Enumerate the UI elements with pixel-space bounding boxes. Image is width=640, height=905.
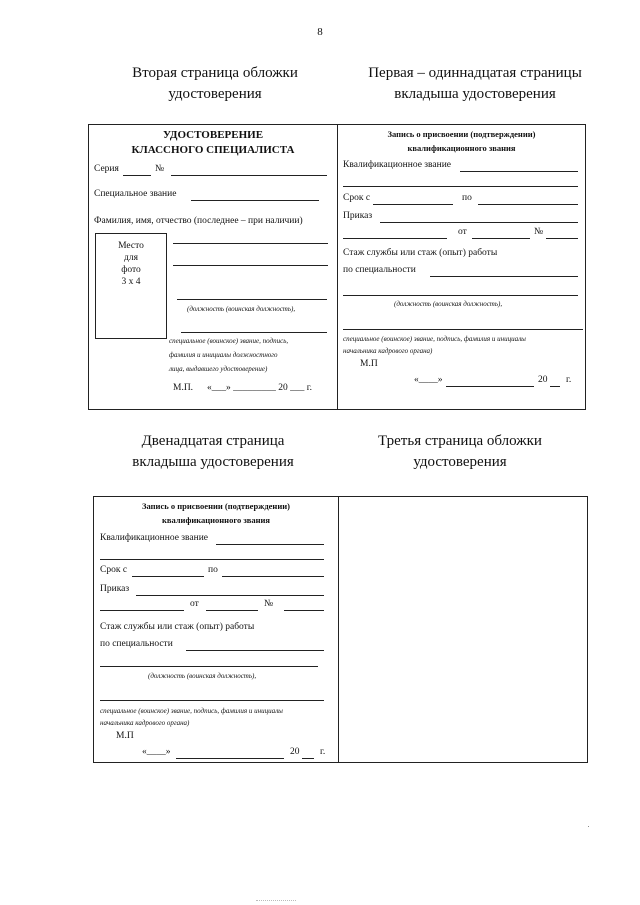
rank-caption-1: специальное (воинское) звание, подпись, bbox=[169, 337, 289, 345]
term-to-field[interactable] bbox=[222, 576, 324, 577]
specialty-field[interactable] bbox=[186, 650, 324, 651]
order-field-2[interactable] bbox=[100, 610, 184, 611]
fio-line-2[interactable] bbox=[173, 265, 328, 266]
signature-line[interactable] bbox=[343, 329, 583, 330]
order-field[interactable] bbox=[136, 595, 324, 596]
order-from-label: от bbox=[190, 599, 199, 609]
number-sign: № bbox=[155, 164, 165, 174]
rank-caption-2: начальника кадрового органа) bbox=[100, 719, 190, 727]
date-year-field[interactable] bbox=[550, 386, 560, 387]
rank-caption-1: специальное (воинское) звание, подпись, фамилия и инициалы bbox=[100, 707, 283, 715]
rank-caption-2: начальника кадрового органа) bbox=[343, 347, 433, 355]
order-from-label: от bbox=[458, 227, 467, 237]
qual-field-2[interactable] bbox=[100, 559, 324, 560]
date-year-field[interactable] bbox=[302, 758, 314, 759]
order-field-2[interactable] bbox=[343, 238, 447, 239]
cover-third-page-panel bbox=[338, 496, 588, 763]
rank-caption-2: фамилия и инициалы должностного bbox=[169, 351, 278, 359]
specialty-label: по специальности bbox=[100, 639, 173, 649]
date-year: 20 bbox=[290, 747, 300, 757]
heading-twelfth-page: Двенадцатая страница вкладыша удостоверения bbox=[132, 433, 294, 470]
insert-subtitle: квалификационного звания bbox=[407, 143, 516, 153]
order-number-sign: № bbox=[534, 227, 544, 237]
date-month-field[interactable] bbox=[446, 386, 534, 387]
rank-signature-line[interactable] bbox=[181, 332, 327, 333]
date-day: «____» bbox=[142, 747, 171, 757]
page-number: 8 bbox=[317, 26, 323, 38]
stamp-label: М.П. bbox=[173, 383, 194, 393]
rank-label: Специальное звание bbox=[94, 189, 177, 199]
insert-title: Запись о присвоении (подтверждении) bbox=[387, 129, 536, 139]
rank-field[interactable] bbox=[191, 200, 319, 201]
series-label: Серия bbox=[94, 164, 119, 174]
insert-title: Запись о присвоении (подтверждении) bbox=[142, 501, 290, 511]
date-suffix: г. bbox=[320, 747, 326, 757]
order-field[interactable] bbox=[380, 222, 578, 223]
specialty-field[interactable] bbox=[430, 276, 578, 277]
scan-mark bbox=[256, 900, 296, 901]
rank-caption-3: лица, выдавшего удостоверение) bbox=[169, 365, 268, 373]
term-from-field[interactable] bbox=[132, 576, 204, 577]
qual-label: Квалификационное звание bbox=[100, 533, 209, 543]
order-number-sign: № bbox=[264, 599, 274, 609]
cover-subtitle: КЛАССНОГО СПЕЦИАЛИСТА bbox=[131, 144, 295, 156]
position-line[interactable] bbox=[343, 295, 578, 296]
stamp-label: М.П bbox=[360, 359, 378, 369]
fio-line-1[interactable] bbox=[173, 243, 328, 244]
heading-cover-third-page: Третья страница обложки удостоверения bbox=[378, 433, 542, 470]
twelfth-page-panel bbox=[93, 496, 339, 763]
service-label: Стаж службы или стаж (опыт) работы bbox=[100, 622, 255, 632]
fio-label: Фамилия, имя, отчество (последнее – при наличии) bbox=[94, 216, 303, 226]
order-label: Приказ bbox=[100, 584, 130, 594]
heading-cover-second-page: Вторая страница обложки удостоверения bbox=[132, 65, 298, 102]
cover-page-panel bbox=[88, 124, 338, 410]
number-field[interactable] bbox=[171, 175, 327, 176]
issue-date: «___» _________ 20 ___ г. bbox=[207, 383, 312, 393]
date-month-field[interactable] bbox=[176, 758, 284, 759]
specialty-label: по специальности bbox=[343, 265, 416, 275]
term-to-field[interactable] bbox=[478, 204, 578, 205]
order-date-field[interactable] bbox=[206, 610, 258, 611]
position-caption: (должность (воинская должность), bbox=[148, 672, 257, 680]
qual-label: Квалификационное звание bbox=[343, 160, 452, 170]
signature-line[interactable] bbox=[100, 700, 324, 701]
insert-page-panel bbox=[337, 124, 586, 410]
heading-insert-pages: Первая – одиннадцатая страницы вкладыша удостоверения bbox=[368, 65, 582, 102]
qual-field[interactable] bbox=[460, 171, 578, 172]
term-to-label: по bbox=[462, 193, 472, 203]
term-from-field[interactable] bbox=[373, 204, 453, 205]
order-number-field[interactable] bbox=[546, 238, 578, 239]
qual-field-2[interactable] bbox=[343, 186, 578, 187]
term-label: Срок с bbox=[343, 193, 371, 203]
date-year: 20 bbox=[538, 375, 548, 385]
term-label: Срок с bbox=[100, 565, 128, 575]
scan-dot bbox=[588, 826, 589, 827]
position-caption: (должность (воинская должность), bbox=[187, 305, 296, 313]
stamp-label: М.П bbox=[116, 731, 134, 741]
date-suffix: г. bbox=[566, 375, 572, 385]
cover-title: УДОСТОВЕРЕНИЕ bbox=[162, 129, 264, 141]
service-label: Стаж службы или стаж (опыт) работы bbox=[343, 248, 498, 258]
photo-placeholder: Место для фото 3 х 4 bbox=[95, 233, 167, 339]
position-caption: (должность (воинская должность), bbox=[394, 300, 503, 308]
date-day: «____» bbox=[414, 375, 443, 385]
insert-subtitle: квалификационного звания bbox=[161, 515, 271, 525]
order-number-field[interactable] bbox=[284, 610, 324, 611]
rank-caption-1: специальное (воинское) звание, подпись, фамилия и инициалы bbox=[343, 335, 526, 343]
order-date-field[interactable] bbox=[472, 238, 530, 239]
order-label: Приказ bbox=[343, 211, 373, 221]
series-field[interactable] bbox=[123, 175, 151, 176]
position-line[interactable] bbox=[100, 666, 318, 667]
term-to-label: по bbox=[208, 565, 218, 575]
qual-field[interactable] bbox=[216, 544, 324, 545]
position-line[interactable] bbox=[177, 299, 327, 300]
